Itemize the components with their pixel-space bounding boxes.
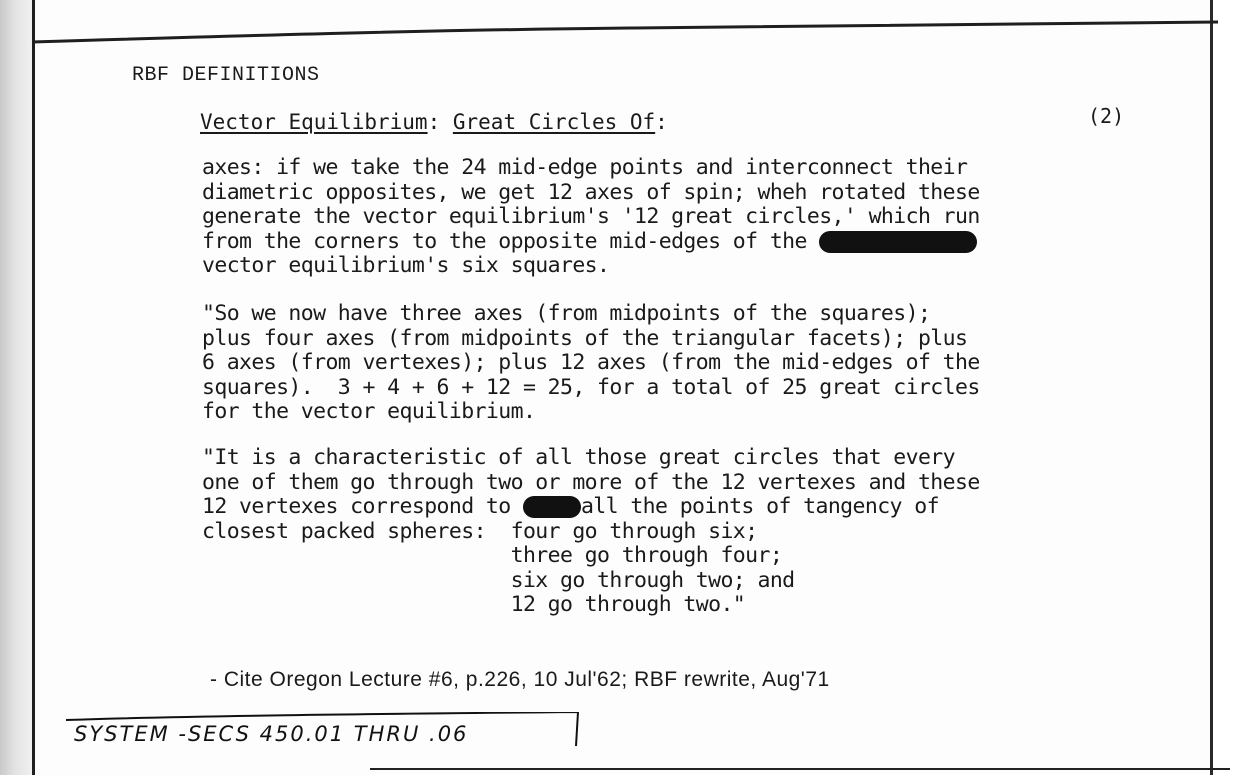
subtitle-term: Vector Equilibrium — [200, 110, 428, 134]
para1-line: vector equilibrium's six squares. — [202, 253, 610, 278]
para3-line: six go through two; and — [202, 567, 795, 593]
redaction-mark — [819, 231, 977, 253]
paragraph-3 — [202, 446, 980, 618]
citation: - Cite Oregon Lecture #6, p.226, 10 Jul'62; RBF rewrite, Aug'71 — [210, 668, 830, 691]
card-top-border — [30, 0, 1220, 50]
paragraph-2 — [202, 302, 980, 425]
page-number: (2) — [1088, 104, 1125, 128]
para1-line: from the corners to the opposite mid-edges of the — [202, 228, 807, 254]
scan-margin — [0, 0, 34, 775]
para3-line: three go through four; — [202, 543, 783, 568]
subtitle-colon: : — [655, 110, 668, 134]
para3-line: 12 vertexes correspond to — [202, 494, 523, 519]
para3-line: closest packed spheres: four go through six; — [202, 518, 758, 544]
subtitle-topic: Great Circles Of — [452, 110, 656, 134]
para1-line: axes: if we take the 24 mid-edge points and interconnect their — [202, 155, 968, 180]
redaction-mark — [523, 496, 581, 518]
page-title: RBF DEFINITIONS — [132, 64, 320, 87]
section-subtitle — [200, 110, 668, 134]
subtitle-separator: : — [427, 110, 453, 134]
para3-line: one of them go through two or more of the 12 vertexes and these — [202, 469, 980, 495]
handwritten-note: SYSTEM -SECS 450.01 THRU .06 — [74, 722, 469, 746]
card-bottom-border — [370, 768, 1230, 770]
para3-line: "It is a characteristic of all those great circles that every — [202, 445, 955, 470]
para2-line: "So we now have three axes (from midpoints of the squares); — [202, 301, 931, 326]
para2-line: plus four axes (from midpoints of the triangular facets); plus — [202, 325, 968, 351]
para3-line: all the points of tangency of — [580, 494, 939, 519]
para1-line: diametric opposites, we get 12 axes of spin; wheh rotated these — [202, 179, 980, 205]
para1-line: generate the vector equilibrium's '12 great circles,' which run — [202, 204, 980, 229]
card-left-edge — [32, 0, 35, 775]
para3-line: 12 go through two." — [202, 592, 746, 617]
para2-line: for the vector equilibrium. — [202, 399, 536, 424]
para2-line: squares). 3 + 4 + 6 + 12 = 25, for a total of 25 great circles — [202, 374, 980, 400]
para2-line: 6 axes (from vertexes); plus 12 axes (from the mid-edges of the — [202, 350, 980, 375]
paragraph-1 — [202, 156, 980, 279]
card-right-edge — [1210, 0, 1213, 775]
